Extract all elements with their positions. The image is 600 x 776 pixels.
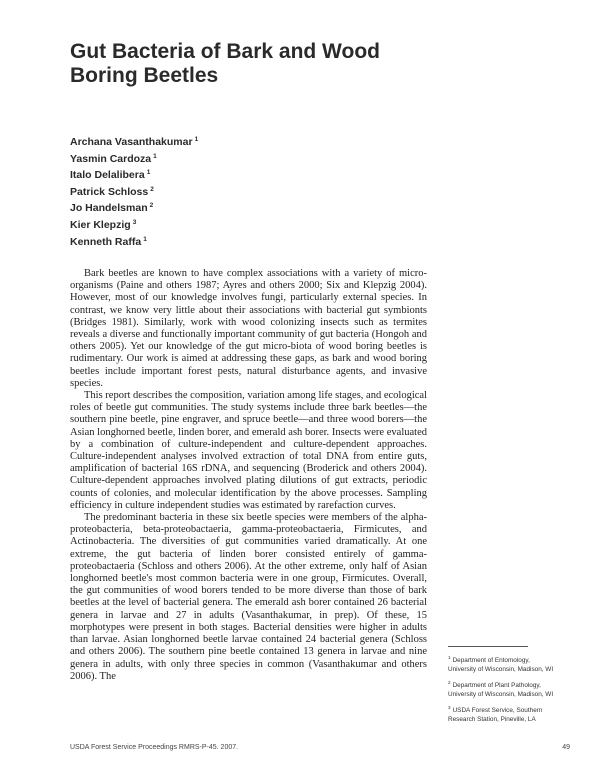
author: Kenneth Raffa $^1$ (70, 235, 147, 248)
page-footer (70, 744, 570, 751)
footnote-number: 2 (448, 680, 451, 686)
title-line-1: Gut Bacteria of Bark and Wood (70, 40, 380, 63)
paragraph: Bark beetles are known to have complex associations with a variety of micro-organisms (Paine and others 1987; Ayres and others 2000; Six and Klepzig 2004). However, most of our knowledge involves fungi, particularly external species. In contrast, we know very little about their associations with bacterial gut symbionts (Bridges 1981). Similarly, work with wood colonizing insects such as termites reveals a diverse and functionally important community of gut bacteria (Hongoh and others 2005). Yet our knowledge of the gut micro-biota of wood boring beetles is rudimentary. Our work is aimed at addressing these gaps, as bark and wood boring beetles include important forest pests, natural disturbance agents, and invasive species. (70, 268, 427, 389)
footnote: $^1$ Department of Entomology, University of Wisconsin, Madison, WI (448, 655, 554, 673)
footnote-number: 1 (448, 655, 451, 660)
author: Kier Klepzig $^3$ (70, 218, 137, 231)
footnote-number: 3 (448, 705, 451, 711)
author: Jo Handelsman $^2$ (70, 202, 154, 215)
affiliation-mark: 2 (149, 202, 154, 210)
footnote: $^2$ Department of Plant Pathology, University of Wisconsin, Madison, WI (448, 680, 554, 698)
proceedings-citation: USDA Forest Service Proceedings RMRS-P-45. 2007. (70, 744, 239, 751)
author: Patrick Schloss $^2$ (70, 185, 154, 198)
affiliation-mark: 1 (146, 169, 151, 177)
paragraph: The predominant bacteria in these six beetle species were members of the alpha-proteobacteria, beta-proteobactaeria, gamma-proteobactaeria, Firmicutes, and Actinobacteria. The diversities of gut communities varied dramatically. At one extreme, the gut bacteria of linden borer consisted entirely of gamma-proteobactaeria (Schloss and others 2006). At the other extreme, only half of Asian longhorned beetle's most common bacteria were in one group, Firmicutes. Overall, the gut communities of wood borers tended to be more diverse than those of bark beetles at the level of bacterial genera. The emerald ash borer contained 26 bacterial genera in larvae and 27 in adults (Vasanthakumar, in prep). Of these, 15 morphotypes were present in both stages. Bacterial densities were higher in adults than larvae. Asian longhorned beetle larvae contained 24 bacterial genera (Schloss and others 2006). The southern pine beetle contained 13 genera in larvae and nine genera in adults, with only three species in common (Vasanthakumar and others 2006). The (70, 512, 427, 682)
page-number: 49 (562, 744, 570, 751)
author-list (70, 133, 370, 249)
author: Italo Delalibera $^1$ (70, 169, 151, 182)
footnote-divider (448, 646, 528, 647)
affiliation-mark: 1 (194, 136, 199, 143)
affiliation-mark: 2 (150, 185, 154, 193)
title-line-2: Boring Beetles (70, 64, 219, 87)
paragraph: This report describes the composition, variation among life stages, and ecological roles of beetle gut communities. The study systems include three bark beetles—the southern pine beetle, pine engraver, and spruce beetle—and three wood borers—the Asian longhorned beetle, linden borer, and emerald ash borer. Insects were evaluated by a combination of culture-independent and culture-dependent approaches. Culture-independent analyses involved extraction of total DNA from entire guts, amplification of bacterial 16S rDNA, and sequencing (Broderick and others 2004). Culture-dependent approaches involved plating dilutions of gut extracts, periodic counts of colonies, and molecular identification by the above processes. Sampling efficiency in culture independent studies was estimated by rarefaction curves. (70, 390, 427, 511)
footnote: $^3$ USDA Forest Service, Southern Research Station, Pineville, LA (448, 705, 543, 723)
affiliation-mark: 3 (132, 218, 137, 226)
footnotes (448, 646, 588, 730)
affiliation-mark: 1 (143, 235, 147, 243)
paper-title (70, 40, 470, 88)
author: Yasmin Cardoza $^1$ (70, 152, 157, 165)
author: Archana Vasanthakumar $^1$ (70, 136, 199, 148)
affiliation-mark: 1 (153, 152, 157, 160)
body-text (70, 268, 427, 683)
